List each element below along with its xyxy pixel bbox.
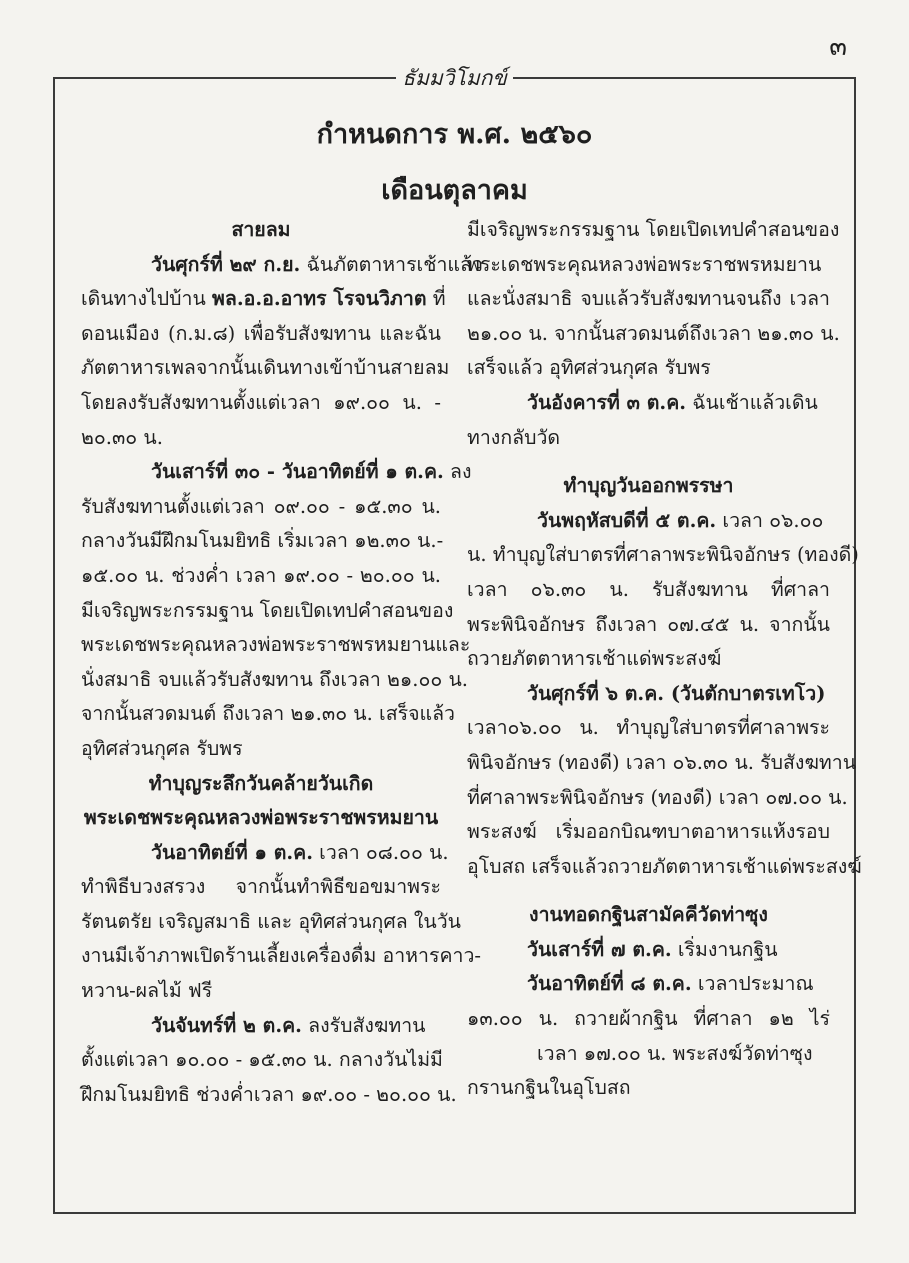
paragraph-line: วันศุกร์ที่ ๒๙ ก.ย. ฉันภัตตาหารเช้าแล้ว [151,252,483,276]
paragraph-line: พระสงฆ์ เริ่มออกบิณฑบาตอาหารแห้งรอบ [467,820,830,844]
paragraph-line: พระเดชพระคุณหลวงพ่อพระราชพรหมยานและ [81,633,471,657]
paragraph-line: ที่ศาลาพระพินิจอักษร (ทองดี) เวลา ๐๗.๐๐ น. [467,785,848,809]
paragraph-line: วันเสาร์ที่ ๗ ต.ค. เริ่มงานกฐิน [527,937,778,961]
paragraph-line: ๑๓.๐๐ น. ถวายผ้ากฐิน ที่ศาลา ๑๒ ไร่ [467,1007,830,1031]
paragraph-line: ทางกลับวัด [467,425,561,449]
paragraph-line: เวลา๐๖.๐๐ น. ทำบุญใส่บาตรที่ศาลาพระ [467,716,830,740]
section-heading: พระเดชพระคุณหลวงพ่อพระราชพรหมยาน [83,806,439,830]
paragraph-line: มีเจริญพระกรรมฐาน โดยเปิดเทปคำสอนของ [467,218,840,241]
paragraph-line: เสร็จแล้ว อุทิศส่วนกุศล รับพร [467,356,711,380]
section-heading: สายลม [231,218,291,241]
paragraph-line: ๒๐.๓๐ น. [81,425,163,449]
paragraph-line: วันอาทิตย์ที่ ๘ ต.ค. เวลาประมาณ [527,972,814,996]
paragraph-line: ถวายภัตตาหารเช้าแด่พระสงฆ์ [467,647,722,671]
running-header: ธัมมวิโมกข์ [0,60,909,93]
paragraph-line: นั่งสมาธิ จบแล้วรับสังฆทาน ถึงเวลา ๒๑.๐๐ น. [81,667,469,691]
paragraph-line: ทำพิธีบวงสรวง จากนั้นทำพิธีขอขมาพระ [81,875,441,899]
paragraph-line: เดินทางไปบ้าน พล.อ.อ.อาทร โรจนวิภาต ที่ [81,287,446,311]
month-title: เดือนตุลาคม [381,175,528,206]
paragraph-line: วันเสาร์ที่ ๓๐ - วันอาทิตย์ที่ ๑ ต.ค. ลง [151,460,472,484]
page-title: กำหนดการ พ.ศ. ๒๕๖๐ [316,119,593,150]
paragraph-line: และนั่งสมาธิ จบแล้วรับสังฆทานจนถึง เวลา [467,287,830,311]
paragraph-line: วันอาทิตย์ที่ ๑ ต.ค. เวลา ๐๘.๐๐ น. [151,840,449,864]
paragraph-line: มีเจริญพระกรรมฐาน โดยเปิดเทปคำสอนของ [81,598,454,622]
paragraph-line: รัตนตรัย เจริญสมาธิ และ อุทิศส่วนกุศล ในวัน [81,909,461,933]
paragraph-line: ดอนเมือง (ก.ม.๘) เพื่อรับสังฆทาน และฉัน [81,321,441,345]
paragraph-line: พระพินิจอักษร ถึงเวลา ๐๗.๔๕ น. จากนั้น [467,612,830,636]
left-column [81,213,483,1112]
section-heading: งานทอดกฐินสามัคคีวัดท่าซุง [529,903,768,927]
section-heading: ทำบุญวันออกพรรษา [563,474,734,498]
paragraph-line: หวาน-ผลไม้ ฟรี [81,979,213,1003]
paragraph-line: โดยลงรับสังฆทานตั้งแต่เวลา ๑๙.๐๐ น. - [81,390,441,414]
paragraph-line: ๑๕.๐๐ น. ช่วงค่ำ เวลา ๑๙.๐๐ - ๒๐.๐๐ น. [81,563,441,587]
paragraph-line: เวลา ๑๗.๐๐ น. พระสงฆ์วัดท่าซุง [537,1041,813,1065]
paragraph-line: อุโบสถ เสร็จแล้วถวายภัตตาหารเช้าแด่พระสงฆ์ [467,854,862,878]
paragraph-line: กลางวันมีฝึกมโนมยิทธิ เริ่มเวลา ๑๒.๓๐ น.- [81,529,444,553]
paragraph-line: อุทิศส่วนกุศล รับพร [81,736,243,760]
paragraph-line: วันอังคารที่ ๓ ต.ค. ฉันเช้าแล้วเดิน [527,390,818,414]
paragraph-line: ภัตตาหารเพลจากนั้นเดินทางเข้าบ้านสายลม [81,356,450,380]
paragraph-line: วันจันทร์ที่ ๒ ต.ค. ลงรับสังฆทาน [151,1013,426,1037]
right-column [467,213,862,1106]
section-heading: ทำบุญระลึกวันคล้ายวันเกิด [148,771,374,795]
paragraph-line: งานมีเจ้าภาพเปิดร้านเลี้ยงเครื่องดื่ม อาหารคาว- [81,944,481,968]
paragraph-line: วันพฤหัสบดีที่ ๕ ต.ค. เวลา ๐๖.๐๐ [537,508,824,532]
paragraph-line: น. ทำบุญใส่บาตรที่ศาลาพระพินิจอักษร (ทองดี) [467,543,859,567]
page-number: ๓ [829,32,847,62]
paragraph-line: เวลา ๐๖.๓๐ น. รับสังฆทาน ที่ศาลา [467,577,830,601]
paragraph-line: ตั้งแต่เวลา ๑๐.๐๐ - ๑๕.๓๐ น. กลางวันไม่มี [81,1048,443,1072]
paragraph-line: ๒๑.๐๐ น. จากนั้นสวดมนต์ถึงเวลา ๒๑.๓๐ น. [467,321,840,345]
paragraph-line: รับสังฆทานตั้งแต่เวลา ๐๙.๐๐ - ๑๕.๓๐ น. [81,494,441,518]
paragraph-line: กรานกฐินในอุโบสถ [467,1076,631,1100]
paragraph-line: จากนั้นสวดมนต์ ถึงเวลา ๒๑.๓๐ น. เสร็จแล้ว [81,702,455,726]
paragraph-line: พระเดชพระคุณหลวงพ่อพระราชพรหมยาน [467,252,822,276]
paragraph-line: ฝึกมโนมยิทธิ ช่วงค่ำเวลา ๑๙.๐๐ - ๒๐.๐๐ น. [81,1082,457,1106]
paragraph-line: วันศุกร์ที่ ๖ ต.ค. (วันตักบาตรเทโว) [527,681,826,705]
paragraph-line: พินิจอักษร (ทองดี) เวลา ๐๖.๓๐ น. รับสังฆทาน [467,750,857,774]
